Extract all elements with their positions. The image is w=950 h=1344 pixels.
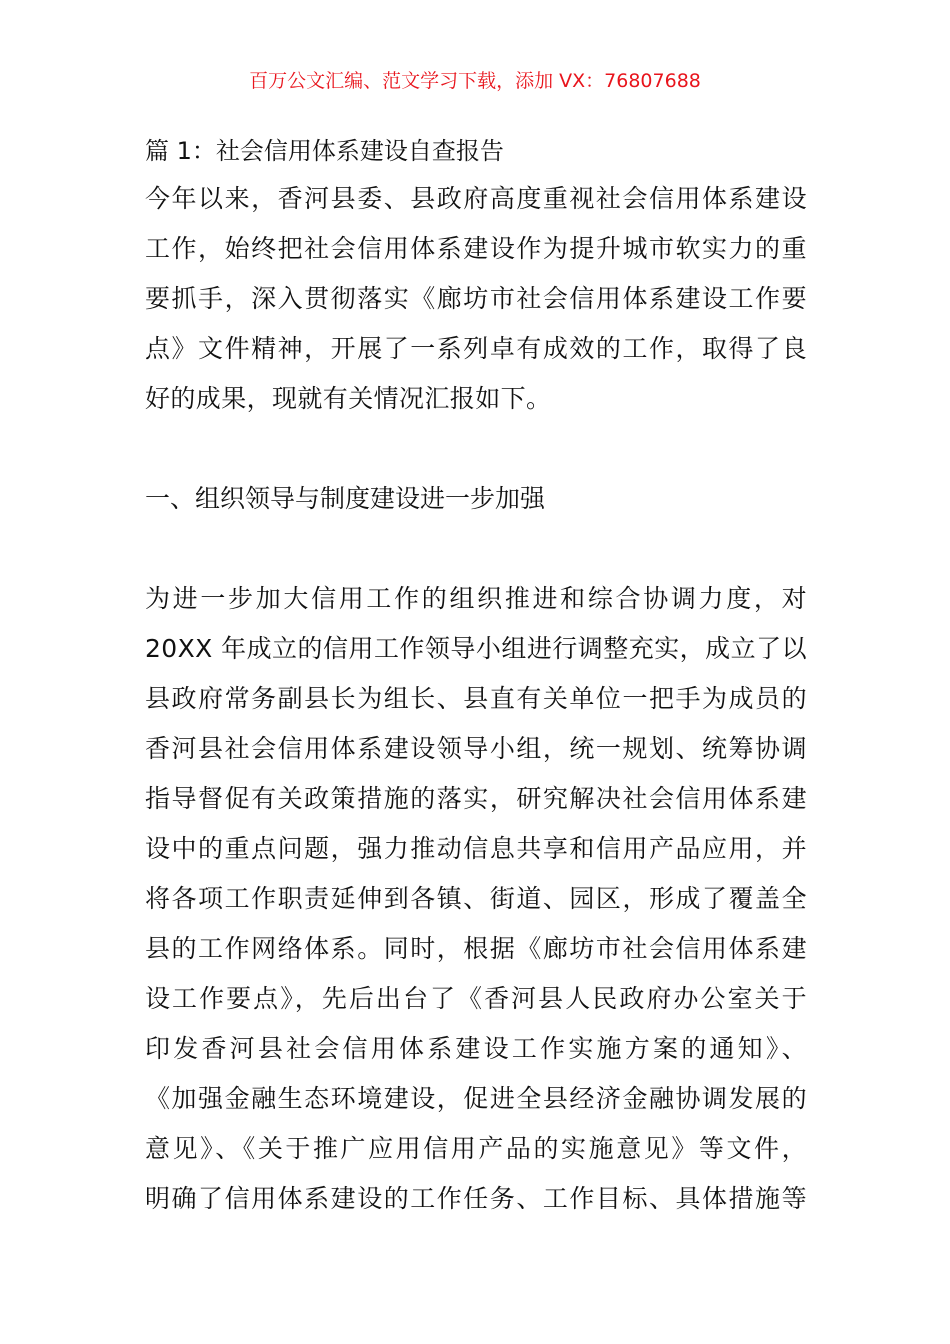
paragraph-line: 好的成果，现就有关情况汇报如下。 (145, 384, 552, 413)
paragraph-line: 香河县社会信用体系建设领导小组，统一规划、统筹协调 (145, 734, 807, 763)
intro-paragraph (145, 174, 807, 424)
paragraph-line: 工作，始终把社会信用体系建设作为提升城市软实力的重 (145, 234, 807, 263)
paragraph-line: 《加强金融生态环境建设，促进全县经济金融协调发展的 (145, 1084, 807, 1113)
paragraph-line: 县政府常务副县长为组长、县直有关单位一把手为成员的 (145, 684, 807, 713)
paragraph-line: 县的工作网络体系。同时，根据《廊坊市社会信用体系建 (145, 934, 807, 963)
paragraph-line: 要抓手，深入贯彻落实《廊坊市社会信用体系建设工作要 (145, 284, 807, 313)
paragraph-line: 意见》、《关于推广应用信用产品的实施意见》等文件， (145, 1134, 807, 1163)
watermark-header: 百万公文汇编、范文学习下载，添加 VX：76807688 (249, 70, 701, 92)
paragraph-line: 今年以来，香河县委、县政府高度重视社会信用体系建设 (145, 184, 807, 213)
document-title: 篇 1：社会信用体系建设自查报告 (145, 137, 504, 165)
paragraph-line: 20XX 年成立的信用工作领导小组进行调整充实，成立了以 (145, 634, 807, 663)
paragraph-line: 指导督促有关政策措施的落实，研究解决社会信用体系建 (145, 784, 807, 813)
section-1-paragraph (145, 574, 807, 1224)
paragraph-line: 印发香河县社会信用体系建设工作实施方案的通知》、 (145, 1034, 807, 1063)
blank-line (145, 524, 807, 574)
blank-line (145, 424, 807, 474)
paragraph-line: 明确了信用体系建设的工作任务、工作目标、具体措施等 (145, 1184, 807, 1213)
section-heading: 一、组织领导与制度建设进一步加强 (145, 484, 546, 513)
paragraph-line: 设中的重点问题，强力推动信息共享和信用产品应用，并 (145, 834, 807, 863)
paragraph-line: 将各项工作职责延伸到各镇、街道、园区，形成了覆盖全 (145, 884, 807, 913)
paragraph-line: 点》文件精神，开展了一系列卓有成效的工作，取得了良 (145, 334, 807, 363)
document-body (145, 128, 807, 1224)
paragraph-line: 为进一步加大信用工作的组织推进和综合协调力度，对 (145, 584, 807, 613)
paragraph-line: 设工作要点》，先后出台了《香河县人民政府办公室关于 (145, 984, 807, 1013)
